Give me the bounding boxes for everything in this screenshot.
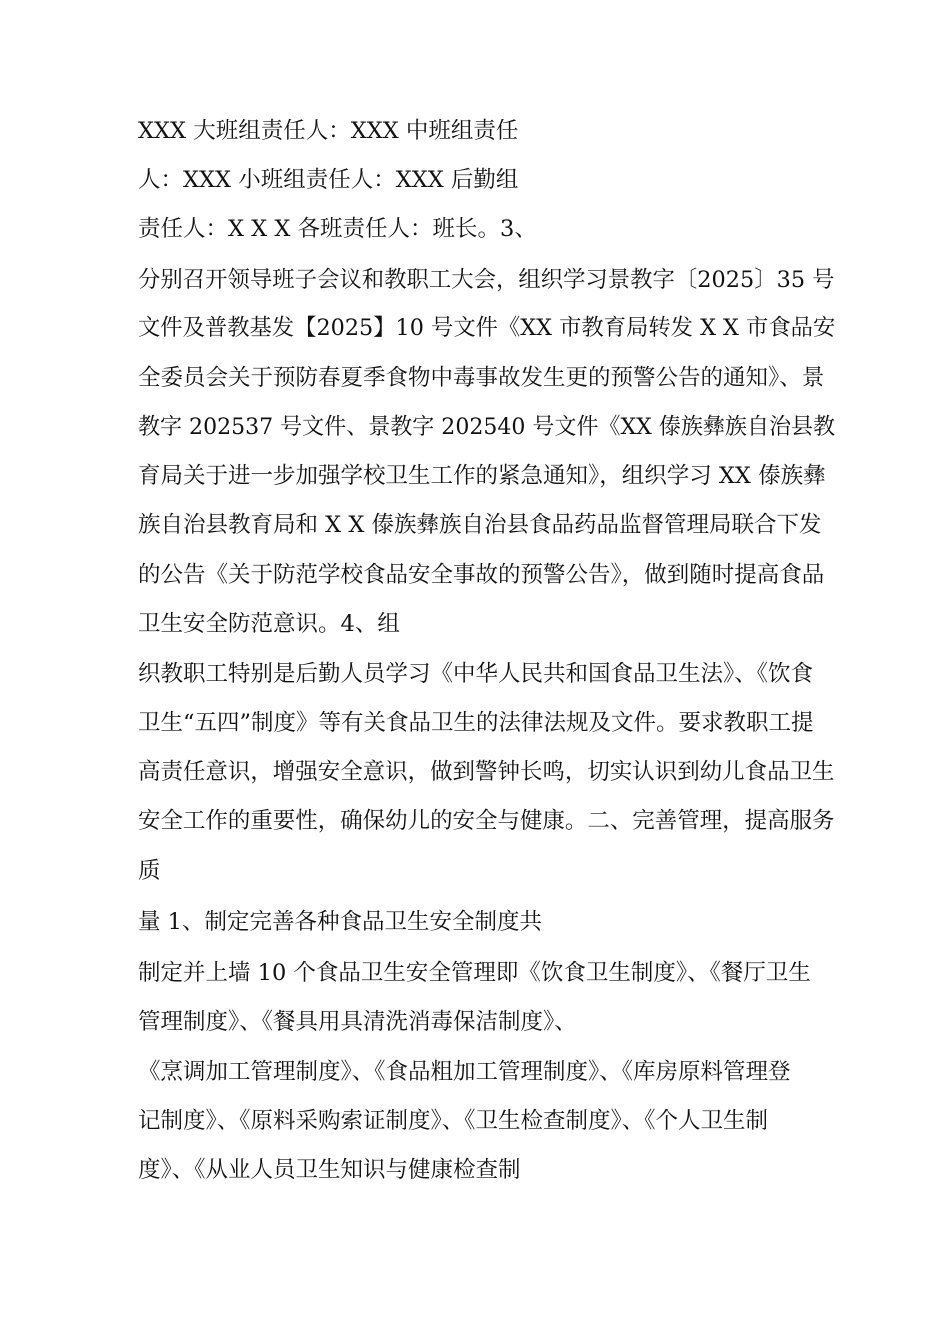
text-line: 人：XXX 小班组责任人：XXX 后勤组 bbox=[138, 167, 519, 193]
text-line: 族自治县教育局和 X X 傣族彝族自治县食品药品监督管理局联合下发 bbox=[138, 512, 822, 538]
text-line: 质 bbox=[138, 858, 161, 884]
text-line: 全委员会关于预防春夏季食物中毒事故发生更的预警公告的通知》、景 bbox=[138, 365, 825, 391]
text-line: 教字 202537 号文件、景教字 202540 号文件《XX 傣族彝族自治县教 bbox=[138, 414, 836, 440]
text-line: 卫生安全防范意识。4、组 bbox=[138, 611, 400, 637]
text-line: 制定并上墙 10 个食品卫生安全管理即《饮食卫生制度》、《餐厅卫生 bbox=[138, 960, 811, 986]
text-line: 管理制度》、《餐具用具清洗消毒保洁制度》、 bbox=[138, 1009, 577, 1035]
text-line: 安全工作的重要性，确保幼儿的安全与健康。二、完善管理，提高服务 bbox=[138, 808, 835, 834]
text-line: 《烹调加工管理制度》、《食品粗加工管理制度》、《库房原料管理登 bbox=[138, 1059, 791, 1085]
text-line: 的公告《关于防范学校食品安全事故的预警公告》，做到随时提高食品 bbox=[138, 562, 825, 588]
text-line: 量 1、制定完善各种食品卫生安全制度共 bbox=[138, 909, 542, 935]
text-line: 织教职工特别是后勤人员学习《中华人民共和国食品卫生法》、《饮食 bbox=[138, 661, 814, 687]
text-line: 度》、《从业人员卫生知识与健康检查制 bbox=[138, 1157, 521, 1183]
text-line: 记制度》、《原料采购索证制度》、《卫生检查制度》、《个人卫生制 bbox=[138, 1108, 769, 1134]
text-line: 卫生“五四”制度》等有关食品卫生的法律法规及文件。要求教职工提 bbox=[138, 710, 814, 736]
text-line: 文件及普教基发【2025】10 号文件《XX 市教育局转发 X X 市食品安 bbox=[138, 315, 836, 341]
text-line: XXX 大班组责任人：XXX 中班组责任 bbox=[138, 118, 519, 144]
text-line: 责任人：X X X 各班责任人：班长。3、 bbox=[138, 216, 537, 242]
text-line: 高责任意识，增强安全意识，做到警钟长鸣，切实认识到幼儿食品卫生 bbox=[138, 759, 835, 785]
text-line: 分别召开领导班子会议和教职工大会，组织学习景教字〔2025〕35 号 bbox=[138, 267, 835, 293]
text-line: 育局关于进一步加强学校卫生工作的紧急通知》，组织学习 XX 傣族彝 bbox=[138, 463, 826, 489]
